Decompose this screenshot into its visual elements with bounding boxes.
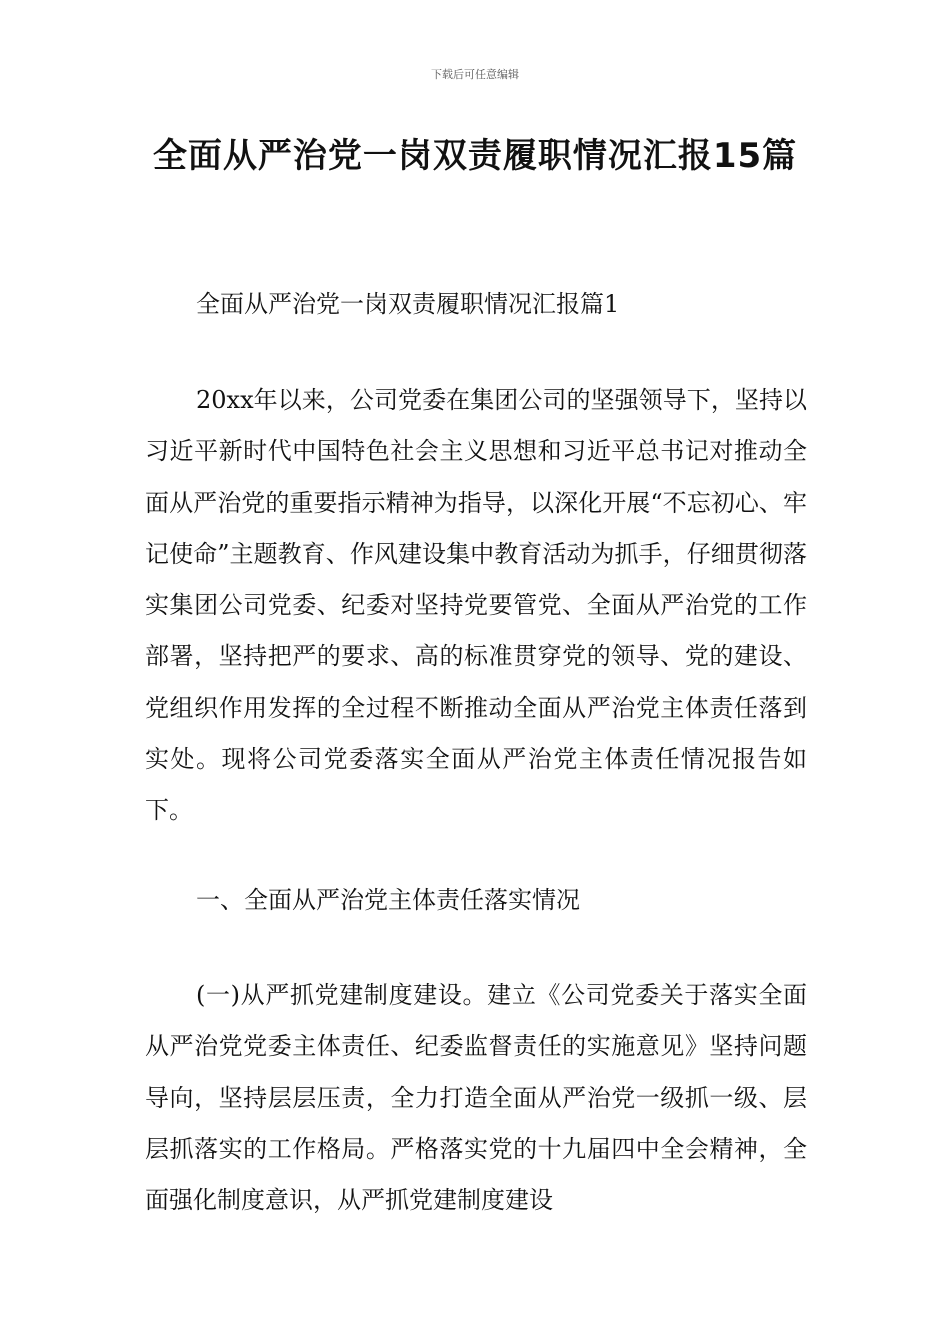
section-heading: 全面从严治党一岗双责履职情况汇报篇1 bbox=[196, 290, 620, 318]
paragraph-system-building: (一)从严抓党建制度建设。建立《公司党委关于落实全面从严治党党委主体责任、纪委监督责任的实施意见》坚持问题导向，坚持层层压责，全力打造全面从严治党一级抓一级、层层抓落实的工作格局。严格落实党的十九届四中全会精神，全面强化制度意识，从严抓党建制度建设 bbox=[145, 981, 807, 1215]
paragraph-intro: 20xx年以来，公司党委在集团公司的坚强领导下，坚持以习近平新时代中国特色社会主义思想和习近平总书记对推动全面从严治党的重要指示精神为指导，以深化开展“不忘初心、牢记使命”主题教育、作风建设集中教育活动为抓手，仔细贯彻落实集团公司党委、纪委对坚持党要管党、全面从严治党的工作部署，坚持把严的要求、高的标准贯穿党的领导、党的建设、党组织作用发挥的全过程不断推动全面从严治党主体责任落到实处。现将公司党委落实全面从严治党主体责任情况报告如下。 bbox=[145, 386, 807, 825]
header-note: 下载后可任意编辑 bbox=[431, 68, 519, 81]
document-title: 全面从严治党一岗双责履职情况汇报15篇 bbox=[152, 136, 798, 176]
subheading-main-responsibility: 一、全面从严治党主体责任落实情况 bbox=[196, 886, 580, 914]
